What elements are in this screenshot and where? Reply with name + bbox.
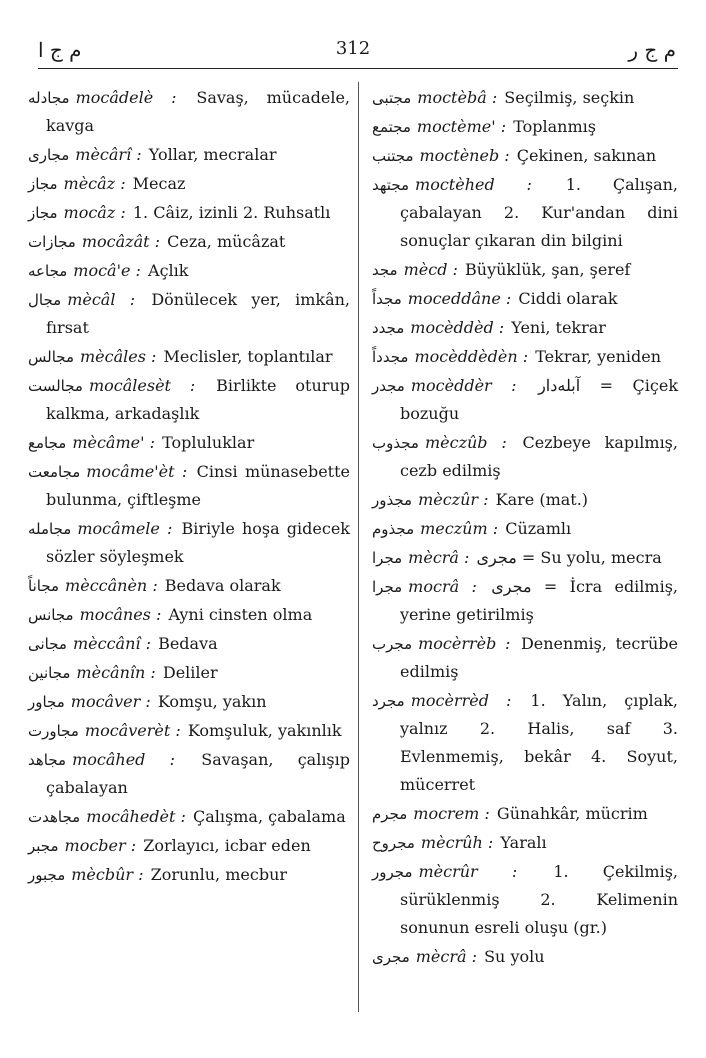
entry-transliteration: mècâz : bbox=[63, 174, 126, 193]
entry-arabic-word: مجال bbox=[28, 291, 62, 309]
entry-arabic-word: مجرور bbox=[372, 863, 413, 881]
left-column bbox=[28, 84, 350, 890]
entry-arabic-word: مجدر bbox=[372, 377, 405, 395]
dictionary-entry bbox=[28, 688, 350, 716]
entry-arabic-word: مجاناً bbox=[28, 577, 60, 595]
entry-transliteration: mocâzât : bbox=[81, 232, 161, 251]
dictionary-entry bbox=[28, 659, 350, 687]
entry-definition: Seçilmiş, seçkin bbox=[504, 88, 635, 107]
entry-arabic-word: مجاور bbox=[28, 693, 65, 711]
dictionary-entry bbox=[372, 486, 678, 514]
dictionary-entry bbox=[372, 142, 678, 170]
entry-transliteration: mocâlesèt : bbox=[88, 376, 196, 395]
dictionary-entry bbox=[372, 544, 678, 572]
entry-arabic-word: مجد bbox=[372, 261, 398, 279]
entry-definition: Cezbeye kapılmış, cezb edilmiş bbox=[400, 433, 678, 480]
dictionary-entry bbox=[28, 572, 350, 600]
entry-transliteration: mocâme'èt : bbox=[86, 462, 188, 481]
entry-transliteration: mocèddèdèn : bbox=[414, 347, 529, 366]
dictionary-entry bbox=[372, 943, 678, 971]
entry-transliteration: mècbûr : bbox=[71, 865, 144, 884]
dictionary-entry bbox=[372, 343, 678, 371]
right-column bbox=[372, 84, 678, 972]
header-rule bbox=[38, 68, 678, 69]
dictionary-entry bbox=[372, 687, 678, 799]
dictionary-entry bbox=[372, 314, 678, 342]
entry-arabic-word: مجاهدت bbox=[28, 808, 81, 826]
entry-arabic-word: مجداً bbox=[372, 290, 402, 308]
dictionary-entry bbox=[28, 257, 350, 285]
entry-transliteration: mècârî : bbox=[75, 145, 142, 164]
entry-transliteration: mècânîn : bbox=[76, 663, 156, 682]
entry-arabic-word: مجذور bbox=[372, 491, 413, 509]
dictionary-entry bbox=[28, 286, 350, 342]
entry-transliteration: mèccânèn : bbox=[65, 576, 158, 595]
entry-arabic-word: مجرا bbox=[372, 578, 403, 596]
entry-arabic-word: مجتنب bbox=[372, 147, 414, 165]
entry-definition: مجری = Su yolu, mecra bbox=[476, 548, 662, 567]
entry-arabic-word: مجذوب bbox=[372, 434, 419, 452]
entry-definition: Ceza, mücâzat bbox=[167, 232, 286, 251]
entry-arabic-word: مجاز bbox=[28, 175, 58, 193]
entry-transliteration: mocrem : bbox=[413, 804, 490, 823]
dictionary-entry bbox=[28, 429, 350, 457]
entry-definition: 1. Çekilmiş, sürüklenmiş 2. Kelimenin sonunun esreli oluşu (gr.) bbox=[400, 862, 678, 937]
entry-definition: Meclisler, toplantılar bbox=[163, 347, 333, 366]
entry-definition: 1. Yalın, çıplak, yalnız 2. Halis, saf 3. Evlenmemiş, bekâr 4. Soyut, mücerret bbox=[400, 691, 678, 794]
dictionary-entry bbox=[372, 515, 678, 543]
entry-definition: Mecaz bbox=[132, 174, 186, 193]
entry-arabic-word: مجازات bbox=[28, 233, 76, 251]
entry-definition: Su yolu bbox=[484, 947, 545, 966]
entry-arabic-word: مجرب bbox=[372, 635, 413, 653]
entry-definition: Savaşan, çalışıp çabalayan bbox=[46, 750, 350, 797]
dictionary-entry bbox=[372, 256, 678, 284]
column-divider bbox=[358, 82, 359, 1012]
dictionary-entry bbox=[28, 170, 350, 198]
entry-arabic-word: مجری bbox=[372, 948, 410, 966]
entry-transliteration: mècrûh : bbox=[420, 833, 494, 852]
entry-definition: Yollar, mecralar bbox=[148, 145, 277, 164]
dictionary-entry bbox=[28, 717, 350, 745]
entry-definition: Biriyle hoşa gidecek sözler söyleşmek bbox=[46, 519, 350, 566]
dictionary-entry bbox=[372, 113, 678, 141]
entry-arabic-word: مجاورت bbox=[28, 722, 79, 740]
entry-arabic-word: مجاز bbox=[28, 204, 58, 222]
entry-definition: Yaralı bbox=[500, 833, 547, 852]
entry-arabic-word: مجدداً bbox=[372, 348, 409, 366]
entry-transliteration: mocâ'e : bbox=[73, 261, 141, 280]
entry-transliteration: mècrûr : bbox=[418, 862, 518, 881]
entry-transliteration: mocèddèr : bbox=[410, 376, 517, 395]
dictionary-entry bbox=[28, 832, 350, 860]
entry-definition: Komşuluk, yakınlık bbox=[187, 721, 342, 740]
page-number: 312 bbox=[335, 38, 371, 59]
dictionary-entry bbox=[372, 573, 678, 629]
entry-transliteration: mocèrrèd : bbox=[410, 691, 512, 710]
entry-arabic-word: مجاعه bbox=[28, 262, 68, 280]
entry-transliteration: mocâverèt : bbox=[84, 721, 181, 740]
entry-transliteration: mocber : bbox=[64, 836, 137, 855]
entry-transliteration: mocâhedèt : bbox=[86, 807, 186, 826]
dictionary-entry bbox=[372, 800, 678, 828]
entry-arabic-word: مجاری bbox=[28, 146, 70, 164]
entry-arabic-word: مجرد bbox=[372, 692, 405, 710]
entry-arabic-word: مجدد bbox=[372, 319, 405, 337]
entry-arabic-word: مجامله bbox=[28, 520, 72, 538]
dictionary-entry bbox=[372, 630, 678, 686]
entry-arabic-word: مجرم bbox=[372, 805, 408, 823]
entry-definition: Topluluklar bbox=[162, 433, 255, 452]
dictionary-entry bbox=[372, 429, 678, 485]
entry-definition: Birlikte oturup kalkma, arkadaşlık bbox=[46, 376, 350, 423]
entry-definition: 1. Câiz, izinli 2. Ruhsatlı bbox=[132, 203, 331, 222]
entry-arabic-word: مجامع bbox=[28, 434, 67, 452]
dictionary-entry bbox=[28, 515, 350, 571]
entry-transliteration: mocâver : bbox=[70, 692, 151, 711]
entry-transliteration: mocâhed : bbox=[72, 750, 176, 769]
dictionary-entry bbox=[28, 746, 350, 802]
entry-definition: Tekrar, yeniden bbox=[535, 347, 662, 366]
dictionary-entry bbox=[28, 141, 350, 169]
entry-transliteration: mocâz : bbox=[63, 203, 126, 222]
header-right-letters: م ج ر bbox=[628, 38, 676, 62]
entry-transliteration: moceddâne : bbox=[407, 289, 512, 308]
entry-transliteration: mèczûb : bbox=[424, 433, 507, 452]
entry-arabic-word: مجذوم bbox=[372, 520, 415, 538]
entry-transliteration: mocâdelè : bbox=[75, 88, 177, 107]
page-header bbox=[0, 0, 706, 72]
entry-arabic-word: مجامعت bbox=[28, 463, 81, 481]
dictionary-entry bbox=[28, 228, 350, 256]
entry-arabic-word: مجبر bbox=[28, 837, 59, 855]
dictionary-entry bbox=[28, 803, 350, 831]
entry-transliteration: mècrâ : bbox=[415, 947, 477, 966]
entry-definition: Zorunlu, mecbur bbox=[150, 865, 288, 884]
entry-transliteration: moctème' : bbox=[416, 117, 507, 136]
entry-transliteration: mocèddèd : bbox=[410, 318, 505, 337]
entry-transliteration: moctèneb : bbox=[419, 146, 510, 165]
entry-arabic-word: مجبور bbox=[28, 866, 66, 884]
entry-definition: Savaş, mücadele, kavga bbox=[46, 88, 350, 135]
entry-transliteration: moctèhed : bbox=[415, 175, 532, 194]
entry-arabic-word: مجانس bbox=[28, 606, 74, 624]
entry-definition: Zorlayıcı, icbar eden bbox=[143, 836, 311, 855]
dictionary-entry bbox=[28, 343, 350, 371]
entry-arabic-word: مجادله bbox=[28, 89, 70, 107]
entry-definition: Dönülecek yer, imkân, fırsat bbox=[46, 290, 350, 337]
entry-transliteration: mèccânî : bbox=[72, 634, 151, 653]
dictionary-entry bbox=[372, 372, 678, 428]
entry-transliteration: mècrâ : bbox=[408, 548, 470, 567]
header-left-letters: م ج ا bbox=[38, 38, 82, 62]
entry-definition: 1. Çalışan, çabalayan 2. Kur'andan dini sonuçlar çıkaran din bilgini bbox=[400, 175, 678, 250]
entry-definition: Ciddi olarak bbox=[518, 289, 618, 308]
dictionary-entry bbox=[28, 84, 350, 140]
entry-arabic-word: مجروح bbox=[372, 834, 415, 852]
entry-transliteration: mocânes : bbox=[79, 605, 162, 624]
entry-transliteration: mècâme' : bbox=[72, 433, 155, 452]
entry-transliteration: mocèrrèb : bbox=[418, 634, 511, 653]
entry-arabic-word: مجانین bbox=[28, 664, 71, 682]
entry-transliteration: mècâles : bbox=[79, 347, 157, 366]
entry-arabic-word: مجاهد bbox=[28, 751, 67, 769]
entry-definition: Açlık bbox=[148, 261, 189, 280]
entry-definition: Toplanmış bbox=[513, 117, 596, 136]
dictionary-entry bbox=[28, 861, 350, 889]
entry-definition: Bedava olarak bbox=[164, 576, 281, 595]
entry-definition: Deliler bbox=[162, 663, 218, 682]
entry-transliteration: moctèbâ : bbox=[417, 88, 498, 107]
entry-definition: Denenmiş, tecrübe edilmiş bbox=[400, 634, 679, 681]
entry-definition: Yeni, tekrar bbox=[511, 318, 606, 337]
entry-definition: آبله‌دار = Çiçek bozuğu bbox=[400, 376, 679, 423]
dictionary-entry bbox=[372, 858, 678, 942]
entry-definition: Büyüklük, şan, şeref bbox=[465, 260, 631, 279]
entry-definition: Çalışma, çabalama bbox=[193, 807, 346, 826]
dictionary-entry bbox=[372, 829, 678, 857]
entry-transliteration: mèczûr : bbox=[418, 490, 489, 509]
entry-definition: Cüzamlı bbox=[505, 519, 572, 538]
entry-transliteration: mècâl : bbox=[67, 290, 136, 309]
entry-definition: Ayni cinsten olma bbox=[168, 605, 313, 624]
dictionary-entry bbox=[372, 84, 678, 112]
entry-arabic-word: مجالس bbox=[28, 348, 74, 366]
dictionary-entry bbox=[28, 372, 350, 428]
entry-definition: Çekinen, sakınan bbox=[516, 146, 657, 165]
entry-arabic-word: مجتهد bbox=[372, 176, 410, 194]
entry-definition: Günahkâr, mücrim bbox=[496, 804, 648, 823]
dictionary-entry bbox=[28, 630, 350, 658]
entry-definition: Cinsi münasebette bulunma, çiftleşme bbox=[46, 462, 350, 509]
dictionary-entry bbox=[28, 458, 350, 514]
entry-definition: Komşu, yakın bbox=[157, 692, 267, 711]
entry-arabic-word: مجرا bbox=[372, 549, 403, 567]
dictionary-entry bbox=[28, 199, 350, 227]
entry-arabic-word: مجتبی bbox=[372, 89, 412, 107]
entry-transliteration: mocâmele : bbox=[77, 519, 173, 538]
entry-arabic-word: مجالست bbox=[28, 377, 83, 395]
entry-transliteration: meczûm : bbox=[420, 519, 499, 538]
entry-arabic-word: مجانی bbox=[28, 635, 67, 653]
entry-definition: Kare (mat.) bbox=[495, 490, 589, 509]
entry-arabic-word: مجتمع bbox=[372, 118, 411, 136]
entry-definition: Bedava bbox=[158, 634, 218, 653]
entry-transliteration: mècd : bbox=[403, 260, 458, 279]
entry-definition: مجری = İcra edilmiş, yerine getirilmiş bbox=[400, 577, 679, 624]
dictionary-entry bbox=[372, 171, 678, 255]
dictionary-entry bbox=[28, 601, 350, 629]
dictionary-entry bbox=[372, 285, 678, 313]
entry-transliteration: mocrâ : bbox=[408, 577, 477, 596]
